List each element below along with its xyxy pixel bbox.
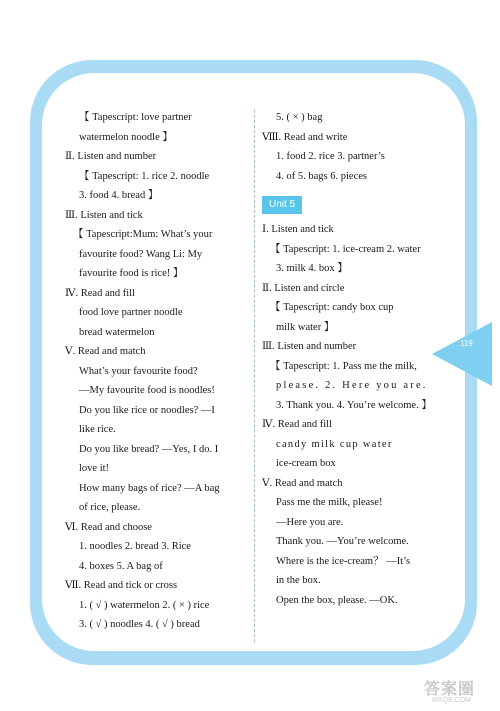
text-line: please. 2. Here you are. <box>276 380 428 391</box>
section-heading: Ⅱ. Listen and circle <box>262 282 345 294</box>
text-line: 5. ( × ) bag <box>276 112 323 123</box>
text-line: watermelon noodle 】 <box>79 131 173 143</box>
section-heading: Ⅷ. Read and write <box>262 131 348 143</box>
section-heading: Ⅰ. Listen and tick <box>262 224 334 235</box>
text-line: 4. of 5. bags 6. pieces <box>276 170 367 182</box>
text-line: favourite food? Wang Li: My <box>79 248 203 260</box>
section-heading: Ⅳ. Read and fill <box>65 287 135 299</box>
section-heading: Ⅲ. Listen and number <box>262 341 357 352</box>
text-line: 1. ( √ ) watermelon 2. ( × ) rice <box>79 599 210 611</box>
text-line: Thank you. —You’re welcome. <box>276 536 409 547</box>
text-line: milk water 】 <box>276 321 335 333</box>
text-line: 3. ( √ ) noodles 4. ( √ ) bread <box>79 619 200 630</box>
text-line: 3. Thank you. 4. You’re welcome. 】 <box>276 399 432 411</box>
text-line: —Here you are. <box>276 516 344 528</box>
page-number-tab <box>432 322 492 386</box>
section-heading: Ⅲ. Listen and tick <box>65 209 143 221</box>
text-line: 3. food 4. bread 】 <box>79 190 159 201</box>
section-heading: Ⅴ. Read and match <box>262 477 343 489</box>
text-line: ice-cream box <box>276 458 336 469</box>
text-line: 【 Tapescript: 1. ice-cream 2. water <box>270 243 421 255</box>
text-line: 【 Tapescript:Mum: What’s your <box>73 229 213 240</box>
text-line: bread watermelon <box>79 326 155 338</box>
text-line: like rice. <box>79 424 116 435</box>
text-line: What’s your favourite food? <box>79 365 198 377</box>
text-line: —My favourite food is noodles! <box>79 385 215 396</box>
column-divider <box>254 110 255 642</box>
section-heading: Ⅴ. Read and match <box>65 346 146 357</box>
text-line: 4. boxes 5. A bag of <box>79 560 163 572</box>
watermark-logo: 答案圈 <box>424 681 476 698</box>
text-line: in the box. <box>276 575 321 586</box>
unit-label: Unit 5 <box>262 196 302 214</box>
text-line: 【 Tapescript: 1. rice 2. noodle <box>79 170 210 182</box>
text-line: 1. noodles 2. bread 3. Rice <box>79 541 191 552</box>
watermark-url: MXQE.COM <box>432 697 471 704</box>
text-line: candy milk cup water <box>276 438 393 450</box>
text-line: Do you like rice or noodles? —I <box>79 404 215 416</box>
text-line: How many bags of rice? —A bag <box>79 482 220 494</box>
right-column <box>262 108 447 610</box>
section-heading: Ⅶ. Read and tick or cross <box>65 580 178 591</box>
page-number: 119 <box>460 339 473 348</box>
text-line: 3. milk 4. box 】 <box>276 263 348 274</box>
left-column <box>65 108 247 635</box>
text-line: 1. food 2. rice 3. partner’s <box>276 151 385 162</box>
text-line: Open the box, please. —OK. <box>276 594 398 606</box>
text-line: Do you like bread? —Yes, I do. I <box>79 443 219 455</box>
section-heading: Ⅵ. Read and choose <box>65 521 152 533</box>
text-line: Where is the ice-cream？ —It’s <box>276 555 411 567</box>
text-line: Pass me the milk, please! <box>276 497 383 508</box>
text-line: love it! <box>79 463 110 474</box>
text-line: 【 Tapescript: candy box cup <box>270 302 394 313</box>
text-line: 【 Tapescript: 1. Pass me the milk, <box>270 360 417 372</box>
text-line: 【 Tapescript: love partner <box>79 112 192 123</box>
text-line: of rice, please. <box>79 502 141 513</box>
text-line: favourite food is rice! 】 <box>79 268 184 279</box>
section-heading: Ⅱ. Listen and number <box>65 151 157 162</box>
section-heading: Ⅳ. Read and fill <box>262 419 332 430</box>
text-line: food love partner noodle <box>79 307 183 318</box>
